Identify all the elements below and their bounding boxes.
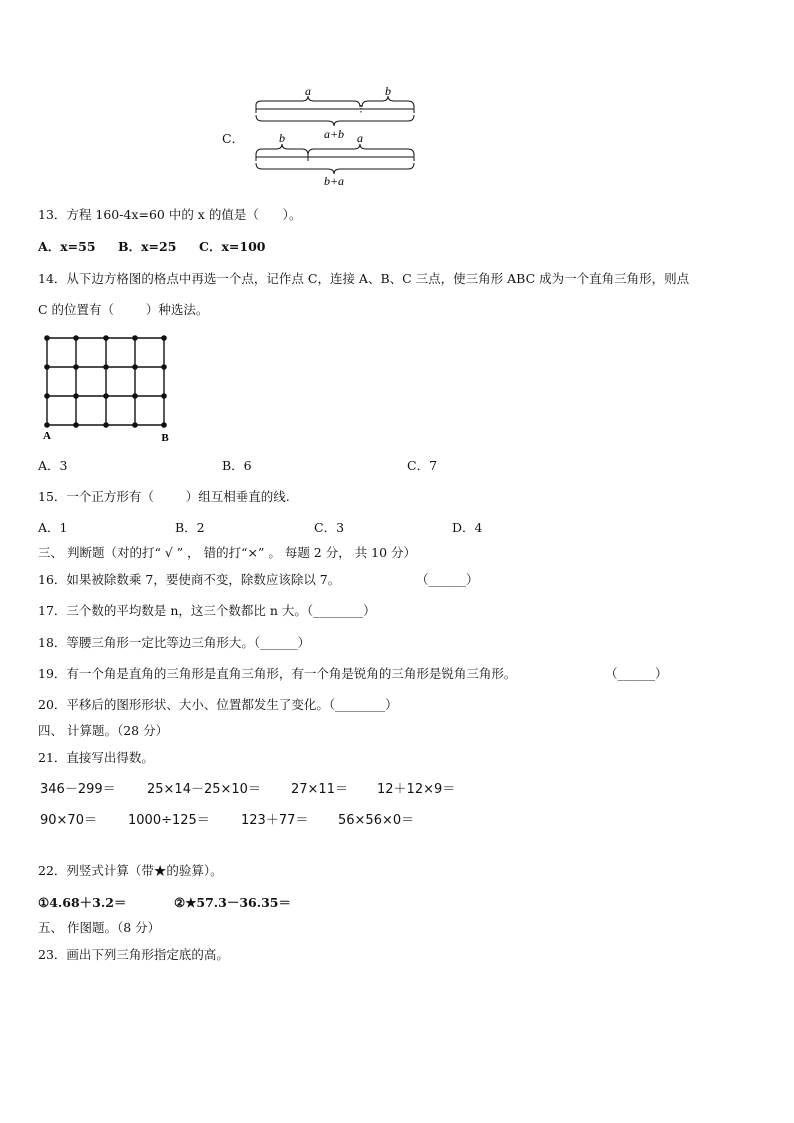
q21-expr-1: 346－299＝ [40,782,116,797]
section-5-title: 五、 作图题。（8 分） [38,920,161,935]
q16-answer-blank: （______） [416,572,479,587]
q14-option-c: C．7 [407,458,438,473]
q22-text: 22．列竖式计算（带★的验算）。 [38,863,223,878]
q17-text: 17．三个数的平均数是 n，这三个数都比 n 大。（________） [38,603,376,618]
q14-option-b: B．6 [222,458,252,473]
bottom-b-label: b [279,131,285,145]
q23-text: 23．画出下列三角形指定底的高。 [38,947,229,962]
q14-text-line2: C 的位置有（ ）种选法。 [38,302,209,317]
q15-option-b: B．2 [175,520,205,535]
q14-text-line1: 14．从下边方格图的格点中再选一个点，记作点 C，连接 A、B、C 三点，使三角形 ABC 成为一个直角三角形，则点 [38,271,690,286]
q21-expr-2: 25×14－25×10＝ [147,782,261,797]
q22-item-1: ①4.68＋3.2＝ [38,895,127,910]
section-3-title: 三、 判断题（对的打“ √ ” ， 错的打“×” 。 每题 2 分， 共 10 分） [38,545,417,560]
q20-text: 20．平移后的图形形状、大小、位置都发生了变化。（________） [38,697,398,712]
q19-text: 19．有一个角是直角的三角形是直角三角形，有一个角是锐角的三角形是锐角三角形。 [38,666,517,681]
q21-text: 21．直接写出得数。 [38,750,154,765]
q21-expr-6: 1000÷125＝ [128,813,210,828]
q15-option-c: C．3 [314,520,345,535]
q13-option-b: B．x=25 [118,239,177,254]
q21-expr-3: 27×11＝ [291,782,348,797]
q15-option-a: A．1 [38,520,68,535]
grid-figure [38,330,178,442]
q13-text: 13．方程 160-4x=60 中的 x 的值是（ ）。 [38,207,302,222]
q19-answer-blank: （______） [605,666,668,681]
q15-option-d: D．4 [452,520,483,535]
grid-point-b-label: B [161,432,169,442]
top-b-label: b [385,85,391,98]
q16-text: 16．如果被除数乘 7，要使商不变，除数应该除以 7。 [38,572,341,587]
q13-option-c: C．x=100 [199,239,266,254]
bottom-a-label: a [357,131,363,145]
top-total-label: a+b [323,127,345,141]
bottom-total-label: b+a [323,174,345,185]
section-4-title: 四、 计算题。（28 分） [38,723,169,738]
q21-expr-4: 12＋12×9＝ [377,782,456,797]
q22-item-2: ②★57.3－36.35＝ [174,895,291,910]
q21-expr-8: 56×56×0＝ [338,813,415,828]
q21-expr-5: 90×70＝ [40,813,97,828]
q18-text: 18．等腰三角形一定比等边三角形大。（______） [38,635,311,650]
top-a-label: a [305,85,311,98]
segment-brace-figure [250,85,430,185]
q13-option-a: A．x=55 [38,239,96,254]
q15-text: 15．一个正方形有（ ）组互相垂直的线. [38,489,290,504]
grid-point-a-label: A [43,430,51,442]
option-c-label: C． [222,131,245,146]
q21-expr-7: 123＋77＝ [241,813,309,828]
q14-option-a: A．3 [38,458,68,473]
